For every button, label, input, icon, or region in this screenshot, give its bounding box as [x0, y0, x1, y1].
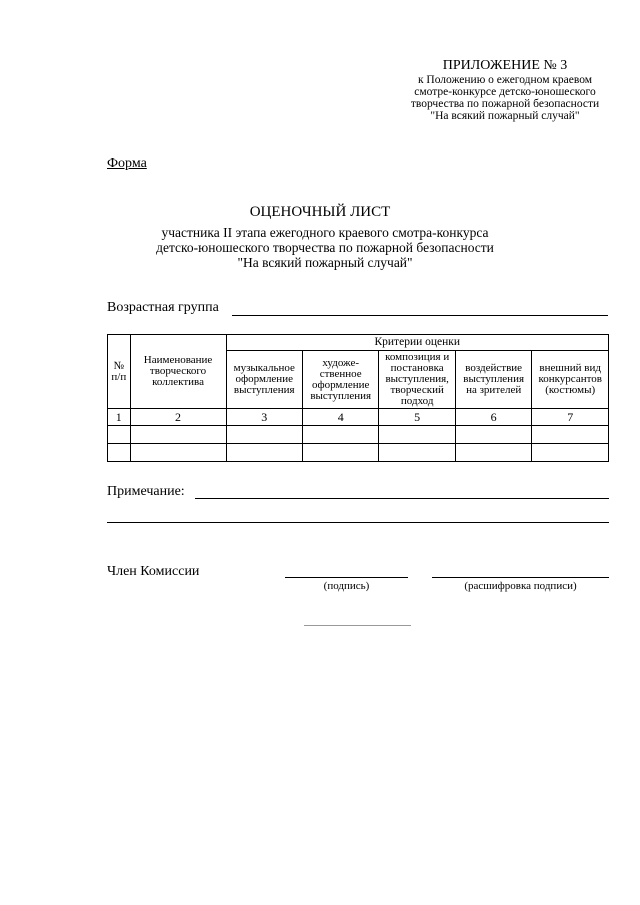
note-label: Примечание:: [107, 484, 185, 499]
header-number: № п/п: [108, 335, 131, 409]
column-number-row: [108, 409, 609, 426]
table-cell[interactable]: [379, 426, 456, 444]
table-row: [108, 444, 609, 462]
table-cell[interactable]: [108, 444, 131, 462]
header-team-name: Наименование творческого коллектива: [130, 335, 226, 409]
header-criteria: Критерии оценки: [226, 335, 608, 351]
appendix-line: "На всякий пожарный случай": [430, 110, 580, 122]
table-cell[interactable]: [302, 444, 378, 462]
header-criterion-art-design: художе- ственное оформление выступления: [302, 351, 378, 409]
appendix-line: к Положению о ежегодном краевом: [417, 74, 593, 86]
note-field-line[interactable]: [195, 498, 609, 499]
table-cell[interactable]: [302, 426, 378, 444]
table-cell[interactable]: [130, 426, 226, 444]
age-group-field-line[interactable]: [232, 315, 608, 316]
header-criterion-appearance: внешний вид конкурсантов (костюмы): [532, 351, 609, 409]
table-cell[interactable]: [455, 426, 531, 444]
column-number: 1: [108, 409, 131, 426]
table-cell[interactable]: [455, 444, 531, 462]
signature-decode-caption: (расшифровка подписи): [464, 580, 577, 592]
column-number: 2: [130, 409, 226, 426]
column-number: 3: [226, 409, 302, 426]
document-title: ОЦЕНОЧНЫЙ ЛИСТ: [249, 204, 391, 220]
table-cell[interactable]: [226, 426, 302, 444]
appendix-line: смотре-конкурсе детско-юношеского: [414, 86, 596, 98]
commission-member-label: Член Комиссии: [107, 564, 200, 579]
column-number: 4: [302, 409, 378, 426]
header-criterion-impact: воздействие выступления на зрителей: [455, 351, 531, 409]
table-cell[interactable]: [379, 444, 456, 462]
note-field-line-2[interactable]: [107, 522, 609, 523]
column-number: 7: [532, 409, 609, 426]
table-row: [108, 426, 609, 444]
evaluation-table: [107, 334, 609, 462]
appendix-title: ПРИЛОЖЕНИЕ № 3: [442, 58, 568, 73]
subtitle-line: детско-юношеского творчества по пожарной безопасности: [156, 240, 494, 255]
appendix-block: [380, 58, 630, 122]
signature-line[interactable]: [285, 577, 408, 578]
header-criterion-music: музыкальное оформление выступления: [226, 351, 302, 409]
subtitle-line: участника II этапа ежегодного краевого смотра-конкурса: [161, 225, 489, 240]
subtitle-line: "На всякий пожарный случай": [237, 255, 413, 270]
signature-decode-line[interactable]: [432, 577, 609, 578]
table-cell[interactable]: [130, 444, 226, 462]
table-cell[interactable]: [226, 444, 302, 462]
document-subtitle: [140, 225, 510, 270]
footer-divider: [304, 625, 411, 626]
column-number: 6: [455, 409, 531, 426]
table-cell[interactable]: [532, 444, 609, 462]
signature-caption: (подпись): [323, 580, 370, 592]
form-label: Форма: [107, 156, 147, 171]
table-cell[interactable]: [532, 426, 609, 444]
column-number: 5: [379, 409, 456, 426]
header-criterion-composition: композиция и постановка выступления, творческий подход: [379, 351, 456, 409]
age-group-label: Возрастная группа: [107, 300, 219, 315]
appendix-line: творчества по пожарной безопасности: [410, 98, 600, 110]
table-cell[interactable]: [108, 426, 131, 444]
